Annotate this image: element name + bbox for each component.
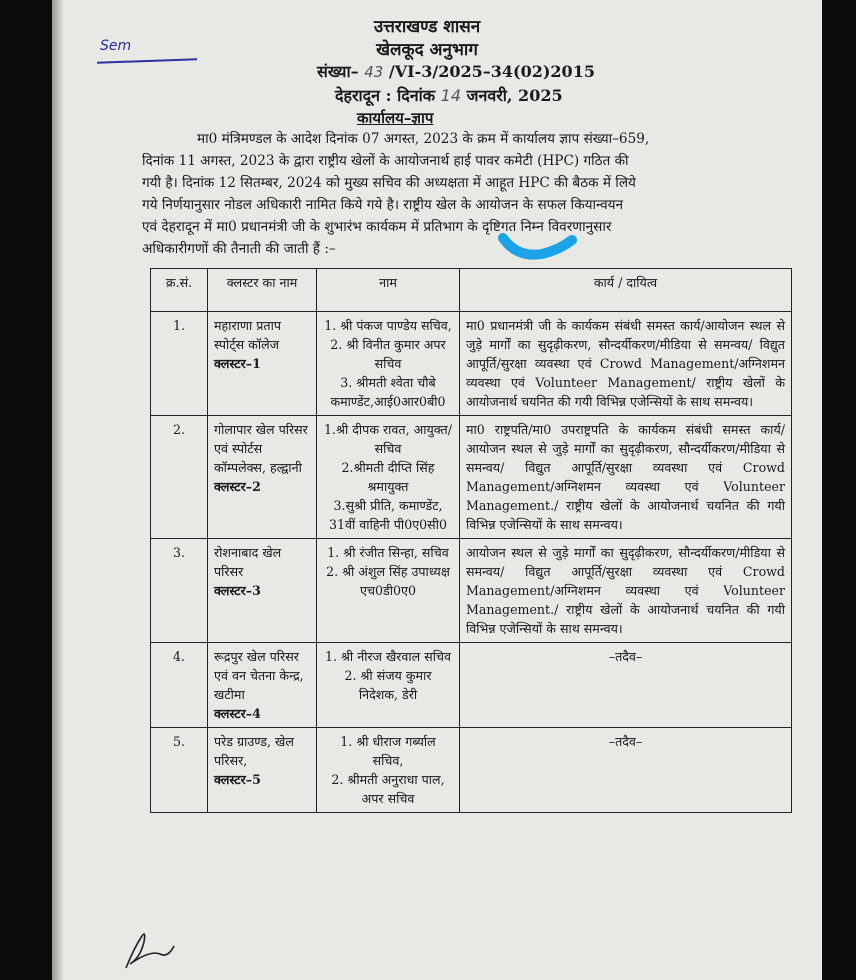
cluster-name: गोलापार खेल परिसर एवं स्पोर्टस कॉम्पलेक्स, हल्द्वानी — [214, 422, 308, 475]
serial-cell: 5. — [151, 728, 208, 813]
date-line — [335, 84, 563, 106]
name-cell — [317, 643, 460, 728]
cluster-cell — [208, 312, 317, 416]
serial-cell: 3. — [151, 539, 208, 643]
officer-name: 2.श्रीमती दीप्ति सिंह श्रमायुक्त — [341, 460, 435, 494]
name-cell — [317, 728, 460, 813]
page-edge-shadow — [52, 0, 64, 980]
deployment-table — [150, 268, 792, 813]
date-suffix: जनवरी, 2025 — [466, 86, 563, 105]
body-line: दिनांक 11 अगस्त, 2023 के द्वारा राष्ट्रीय खेलों के आयोजनार्थ हाई पावर कमेटी (HPC) गठित की — [142, 153, 629, 169]
officer-name: 1. श्री रंजीत सिन्हा, सचिव — [327, 545, 449, 560]
serial-cell: 4. — [151, 643, 208, 728]
cluster-name: महाराणा प्रताप स्पोर्ट्स कॉलेज — [214, 318, 282, 352]
table-header-row — [151, 269, 792, 312]
body-line: गये निर्णयानुसार नोडल अधिकारी नामित किये गये है। राष्ट्रीय खेल के आयोजन के सफल कियान्वयन — [142, 197, 624, 213]
officer-name: 1. श्री पंकज पाण्डेय सचिव, — [324, 318, 452, 333]
cluster-name: परेड ग्राउण्ड, खेल परिसर, — [214, 734, 294, 768]
officer-name: 2. श्री अंशुल सिंह उपाध्यक्ष एच0डी0ए0 — [326, 564, 450, 598]
cluster-name: रूद्रपुर खेल परिसर एवं वन चेतना केन्द्र, खटीमा — [214, 649, 304, 702]
cluster-cell — [208, 416, 317, 539]
name-cell — [317, 416, 460, 539]
officer-name: 3.सुश्री प्रीति, कमाण्डेंट, 31वीं वाहिनी पी0ए0सी0 — [329, 498, 447, 532]
document-page — [52, 0, 822, 980]
header-duty: कार्य / दायित्व — [460, 269, 792, 312]
date-handwritten-day: 14 — [440, 86, 461, 105]
officer-name: 2. श्री विनीत कुमार अपर सचिव — [330, 337, 446, 371]
officer-name: 3. श्रीमती श्वेता चौबे कमाण्डेंट,आई0आर0बी0 — [330, 375, 446, 409]
ref-suffix: /VI-3/2025–34(02)2015 — [388, 62, 595, 81]
header-department: खेलकूद अनुभाग — [376, 40, 478, 60]
header-name: नाम — [317, 269, 460, 312]
cluster-tag: क्लस्टर–4 — [214, 706, 261, 721]
body-line: एवं देहरादून में मा0 प्रधानमंत्री जी के शुभारंभ कार्यकम में प्रतिभाग के दृष्टिगत निम्न विवरणानुसार — [142, 219, 612, 235]
highlighter-mark — [497, 228, 587, 268]
cluster-tag: क्लस्टर–1 — [214, 356, 261, 371]
table-row — [151, 312, 792, 416]
name-cell — [317, 312, 460, 416]
body-line: मा0 मंत्रिमण्डल के आदेश दिनांक 07 अगस्त, 2023 के क्रम में कार्यालय ज्ञाप संख्या–659, — [197, 131, 650, 147]
body-line: अधिकारीगणों की तैनाती की जाती हैं :– — [142, 241, 336, 257]
signature-mark — [120, 928, 180, 973]
duty-cell: –तदैव– — [460, 728, 792, 813]
cluster-tag: क्लस्टर–3 — [214, 583, 261, 598]
serial-cell: 1. — [151, 312, 208, 416]
date-prefix: देहरादून : दिनांक — [335, 86, 436, 105]
header-government: उत्तराखण्ड शासन — [373, 17, 481, 37]
duty-cell: आयोजन स्थल से जुड़े मार्गों का सुदृढ़ीकरण, सौन्दर्यीकरण/मीडिया से समन्वय/ विद्युत आपूर्ति/सुरक्षा व्यवस्था एवं Crowd Management/अग्निशमन व्यवस्था एवं Volunteer Management./ राष्ट्रीय खेलों के आयोजनार्थ चयनित की गयी विभिन्न एजेन्सियों के साथ समन्वय। — [460, 539, 792, 643]
table-row — [151, 416, 792, 539]
cluster-tag: क्लस्टर–5 — [214, 772, 261, 787]
body-paragraph — [142, 128, 792, 260]
subject-heading: कार्यालय–ज्ञाप — [357, 109, 434, 127]
officer-name: 2. श्री संजय कुमार निदेशक, डेरी — [344, 668, 432, 702]
table-row — [151, 539, 792, 643]
reference-number — [317, 60, 595, 82]
header-serial: क्र.सं. — [151, 269, 208, 312]
cluster-cell — [208, 728, 317, 813]
duty-cell: मा0 राष्ट्रपति/मा0 उपराष्ट्रपति के कार्यकम संबंधी समस्त कार्य/ आयोजन स्थल से जुड़े मार्गों का सुदृढ़ीकरण, सौन्दर्यीकरण/मीडिया से समन्वय/ विद्युत आपूर्ति/सुरक्षा व्यवस्था एवं Crowd Management/अग्निशमन व्यवस्था एवं Volunteer Management./ राष्ट्रीय खेलों के आयोजनार्थ चयनित की गयी विभिन्न एजेन्सियों के साथ समन्वय। — [460, 416, 792, 539]
name-cell — [317, 539, 460, 643]
cluster-cell — [208, 643, 317, 728]
cluster-tag: क्लस्टर–2 — [214, 479, 261, 494]
duty-cell: मा0 प्रधानमंत्री जी के कार्यकम संबंधी समस्त कार्य/आयोजन स्थल से जुड़े मार्गों का सुदृढ़ीकरण, सौन्दर्यीकरण/मीडिया से समन्वय/ विद्युत आपूर्ति/सुरक्षा व्यवस्था एवं Crowd Management/अग्निशमन व्यवस्था एवं Volunteer Management/ राष्ट्रीय खेलों के आयोजनार्थ चयनित की गयी विभिन्न एजेन्सियों के साथ समन्वय। — [460, 312, 792, 416]
officer-name: 2. श्रीमती अनुराधा पाल, अपर सचिव — [331, 772, 445, 806]
ref-handwritten-number: 43 — [364, 63, 384, 81]
header-cluster: क्लस्टर का नाम — [208, 269, 317, 312]
officer-name: 1. श्री धीराज गर्ब्याल सचिव, — [340, 734, 436, 768]
officer-name: 1. श्री नीरज खैरवाल सचिव — [325, 649, 451, 664]
officer-name: 1.श्री दीपक रावत, आयुक्त/सचिव — [324, 422, 452, 456]
ref-prefix: संख्या– — [317, 62, 359, 81]
body-line: गयी है। दिनांक 12 सितम्बर, 2024 को मुख्य सचिव की अध्यक्षता में आहूत HPC की बैठक में लिये — [142, 175, 636, 191]
serial-cell: 2. — [151, 416, 208, 539]
table-row — [151, 728, 792, 813]
cluster-cell — [208, 539, 317, 643]
duty-cell: –तदैव– — [460, 643, 792, 728]
table-row — [151, 643, 792, 728]
handwritten-margin-note: Sem — [100, 38, 132, 54]
cluster-name: रोशनाबाद खेल परिसर — [214, 545, 282, 579]
